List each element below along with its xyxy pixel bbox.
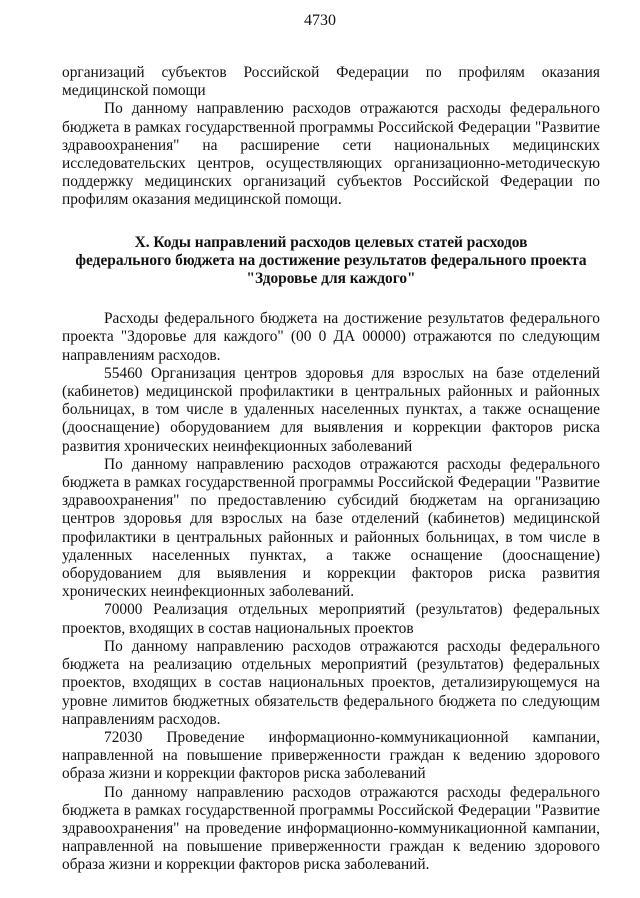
paragraph: По данному направлению расходов отражаются расходы федерального бюджета в рамках государственной программы Российской Федерации "Развитие здравоохранения" на расширение сети национальных медицинских исследовательских центров, осуществляющих организационно-методическую поддержку медицинских организаций субъектов Российской Федерации по профилям оказания медицинской помощи. [62, 100, 600, 209]
paragraph: организаций субъектов Российской Федерации по профилям оказания медицинской помощи [62, 64, 600, 100]
section-heading-line: федерального бюджета на достижение результатов федерального проекта [75, 251, 587, 269]
section-heading [62, 234, 600, 289]
paragraph: Расходы федерального бюджета на достижение результатов федерального проекта "Здоровье для каждого" (00 0 ДА 00000) отражаются по следующим направлениям расходов. [62, 310, 600, 364]
expense-code-paragraph: 70000 Реализация отдельных мероприятий (результатов) федеральных проектов, входящих в состав национальных проектов [62, 601, 600, 637]
section-heading-line: "Здоровье для каждого" [246, 270, 416, 288]
page-number: 4730 [304, 12, 336, 29]
document-body [62, 64, 600, 875]
expense-code-paragraph: 55460 Организация центров здоровья для взрослых на базе отделений (кабинетов) медицинской профилактики в центральных районных и районных больницах, в том числе в удаленных населенных пунктах, а также оснащение (дооснащение) оборудованием для выявления и коррекции факторов риска развития хронических неинфекционных заболеваний [62, 364, 600, 455]
paragraph: По данному направлению расходов отражаются расходы федерального бюджета в рамках государственной программы Российской Федерации "Развитие здравоохранения" на проведение информационно-коммуникационной кампании, направленной на повышение приверженности граждан к ведению здорового образа жизни и коррекции факторов риска заболеваний. [62, 783, 600, 874]
paragraph: По данному направлению расходов отражаются расходы федерального бюджета на реализацию отдельных мероприятий (результатов) федеральных проектов, входящих в состав национальных проектов, детализирующемуся на уровне лимитов бюджетных обязательств федерального бюджета по следующим направлениям расходов. [62, 637, 600, 728]
paragraph: По данному направлению расходов отражаются расходы федерального бюджета в рамках государственной программы Российской Федерации "Развитие здравоохранения" по предоставлению субсидий бюджетам на организацию центров здоровья для взрослых на базе отделений (кабинетов) медицинской профилактики в центральных районных и районных больницах, в том числе в удаленных населенных пунктах, а также оснащение (дооснащение) оборудованием для выявления и коррекции факторов риска развития хронических неинфекционных заболеваний. [62, 455, 600, 601]
expense-code-paragraph: 72030 Проведение информационно-коммуникационной кампании, направленной на повышение приверженности граждан к ведению здорового образа жизни и коррекции факторов риска заболеваний [62, 728, 600, 783]
section-heading-line: X. Коды направлений расходов целевых статей расходов [134, 233, 528, 251]
